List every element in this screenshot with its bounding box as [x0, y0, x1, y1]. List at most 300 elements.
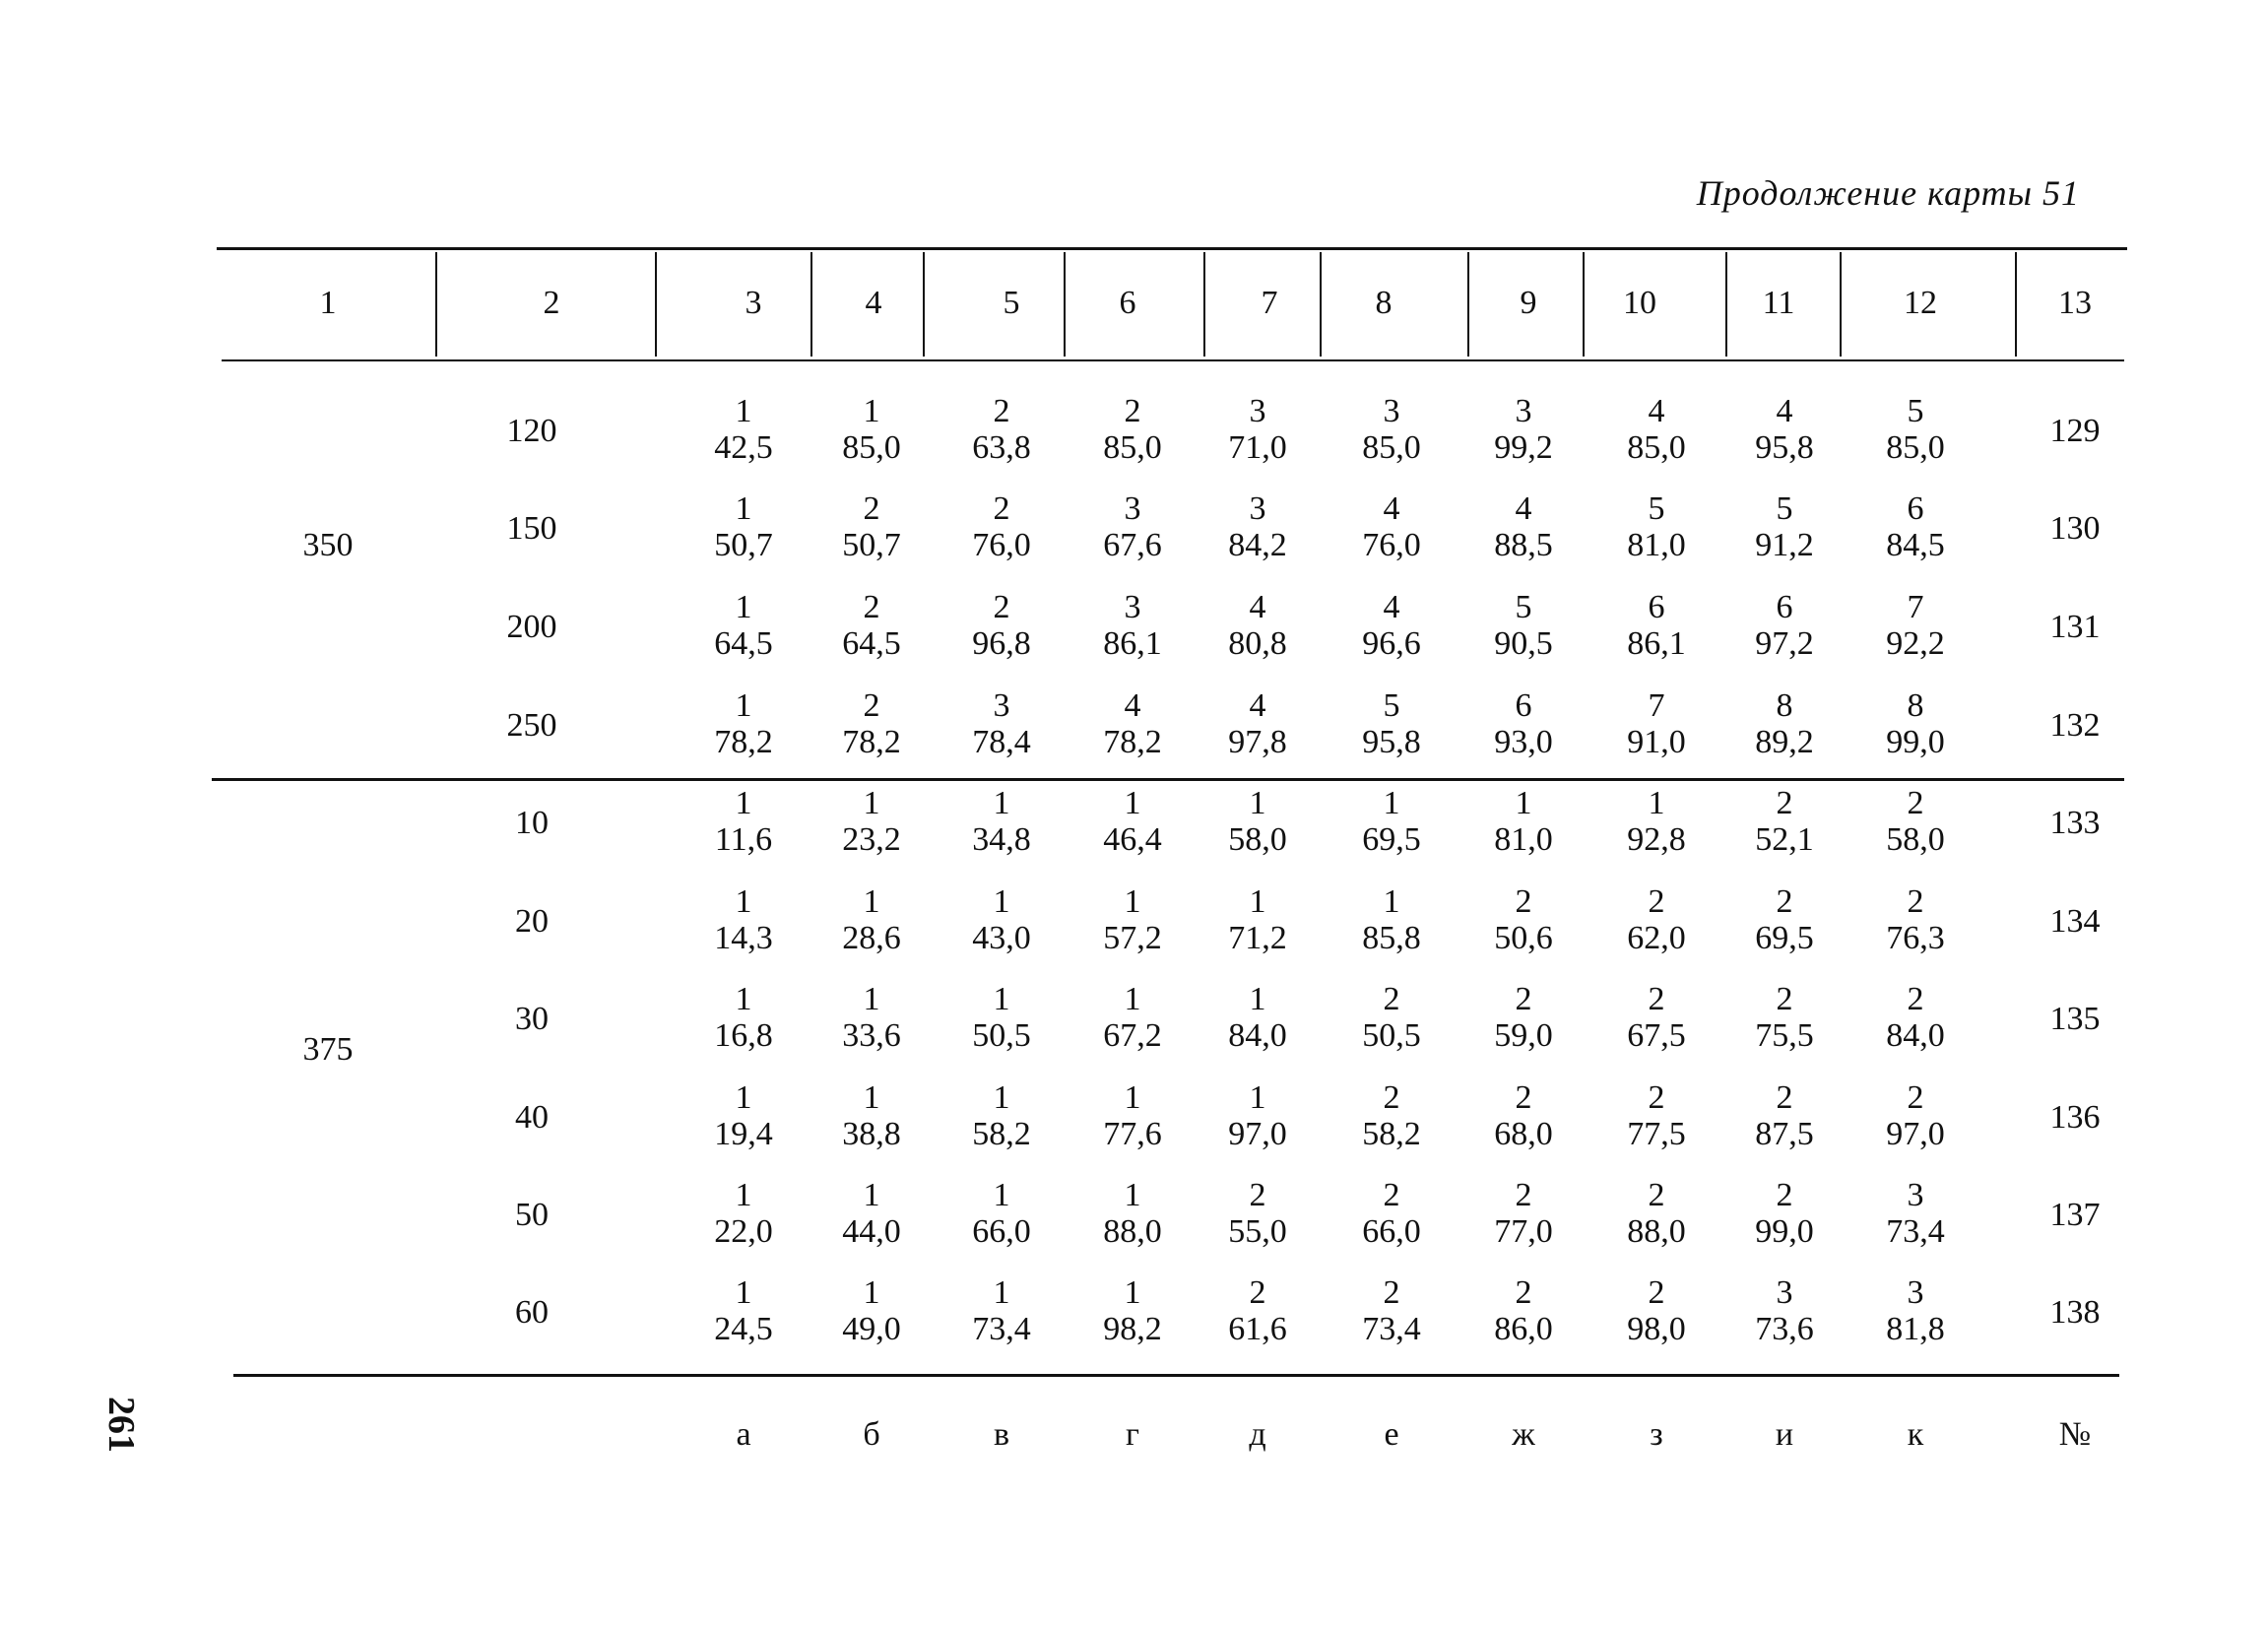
table-bottom-rule	[233, 1374, 2119, 1377]
cell-count: 2	[1776, 1079, 1793, 1116]
table-cell	[817, 1274, 926, 1347]
cell-count: 3	[1515, 393, 1532, 429]
cell-value: 96,8	[972, 625, 1031, 662]
cell-count: 1	[863, 393, 880, 429]
table-cell	[689, 785, 798, 858]
cell-count: 2	[1907, 883, 1924, 920]
cell-value: 50,6	[1494, 920, 1553, 956]
header-divider	[1064, 252, 1066, 357]
header-col-12: 12	[1904, 285, 1937, 321]
header-col-4: 4	[865, 285, 882, 321]
cell-count: 5	[1648, 490, 1665, 527]
cell-count: 4	[1249, 687, 1266, 724]
cell-value: 98,0	[1627, 1311, 1686, 1347]
header-divider	[1203, 252, 1205, 357]
cell-value: 67,6	[1103, 527, 1162, 563]
row-number: 133	[2049, 805, 2101, 841]
table-cell	[1203, 589, 1312, 662]
cell-value: 67,5	[1627, 1017, 1686, 1054]
cell-count: 4	[1383, 589, 1400, 625]
cell-value: 46,4	[1103, 821, 1162, 858]
table-cell	[1203, 1177, 1312, 1250]
cell-count: 3	[1383, 393, 1400, 429]
cell-value: 23,2	[842, 821, 901, 858]
header-col-1: 1	[319, 285, 337, 321]
cell-count: 2	[1515, 981, 1532, 1017]
cell-value: 77,5	[1627, 1116, 1686, 1152]
table-cell	[1337, 1274, 1446, 1347]
cell-count: 2	[1383, 1177, 1400, 1213]
cell-value: 85,8	[1362, 920, 1421, 956]
row-number: 132	[2049, 707, 2101, 744]
cell-value: 97,0	[1886, 1116, 1945, 1152]
table-cell	[1337, 883, 1446, 956]
cell-count: 3	[1249, 393, 1266, 429]
header-col-3: 3	[745, 285, 762, 321]
footer-label: е	[1384, 1416, 1399, 1453]
table-cell	[1602, 1274, 1711, 1347]
table-cell	[1078, 1079, 1187, 1152]
cell-value: 52,1	[1755, 821, 1814, 858]
table-cell	[689, 981, 798, 1054]
table-cell	[1203, 883, 1312, 956]
header-col-7: 7	[1261, 285, 1278, 321]
cell-value: 75,5	[1755, 1017, 1814, 1054]
table-cell	[1861, 883, 1970, 956]
cell-count: 2	[1648, 1177, 1665, 1213]
table-cell	[1730, 883, 1839, 956]
cell-value: 50,5	[972, 1017, 1031, 1054]
cell-value: 91,0	[1627, 724, 1686, 760]
table-cell	[817, 883, 926, 956]
table-cell	[1078, 687, 1187, 760]
cell-count: 1	[863, 981, 880, 1017]
table-cell	[947, 687, 1056, 760]
footer-label: з	[1650, 1416, 1663, 1453]
cell-count: 1	[735, 1177, 752, 1213]
cell-count: 3	[1124, 589, 1141, 625]
cell-count: 1	[1124, 785, 1141, 821]
table-cell	[817, 785, 926, 858]
cell-count: 2	[1383, 981, 1400, 1017]
page-number: 261	[100, 1397, 142, 1453]
table-cell	[1078, 883, 1187, 956]
table-cell	[1469, 393, 1578, 466]
table-cell	[947, 981, 1056, 1054]
header-divider	[1320, 252, 1322, 357]
row-col2-value: 150	[506, 510, 557, 547]
cell-value: 28,6	[842, 920, 901, 956]
table-cell	[1861, 785, 1970, 858]
cell-count: 1	[1249, 981, 1266, 1017]
table-cell	[1861, 589, 1970, 662]
footer-label: к	[1907, 1416, 1924, 1453]
table-cell	[947, 1274, 1056, 1347]
cell-count: 5	[1907, 393, 1924, 429]
cell-value: 38,8	[842, 1116, 901, 1152]
table-cell	[1602, 981, 1711, 1054]
cell-count: 1	[1249, 785, 1266, 821]
cell-value: 49,0	[842, 1311, 901, 1347]
table-cell	[1730, 1177, 1839, 1250]
row-col2-value: 40	[515, 1099, 549, 1136]
cell-value: 88,0	[1627, 1213, 1686, 1250]
header-col-10: 10	[1623, 285, 1656, 321]
cell-value: 84,0	[1228, 1017, 1287, 1054]
cell-count: 1	[735, 981, 752, 1017]
cell-count: 6	[1907, 490, 1924, 527]
header-divider	[810, 252, 812, 357]
table-cell	[689, 1274, 798, 1347]
cell-value: 64,5	[842, 625, 901, 662]
header-col-6: 6	[1119, 285, 1136, 321]
table-cell	[1078, 1177, 1187, 1250]
table-cell	[1078, 785, 1187, 858]
cell-count: 2	[1776, 1177, 1793, 1213]
cell-count: 2	[1515, 1177, 1532, 1213]
cell-count: 2	[1124, 393, 1141, 429]
cell-count: 6	[1776, 589, 1793, 625]
table-cell	[689, 1177, 798, 1250]
table-cell	[1203, 393, 1312, 466]
header-divider	[1583, 252, 1585, 357]
cell-count: 2	[1383, 1079, 1400, 1116]
cell-value: 73,4	[1886, 1213, 1945, 1250]
cell-value: 78,2	[1103, 724, 1162, 760]
cell-value: 62,0	[1627, 920, 1686, 956]
cell-value: 76,0	[1362, 527, 1421, 563]
table-cell	[1730, 687, 1839, 760]
header-divider	[1467, 252, 1469, 357]
cell-count: 1	[735, 1274, 752, 1311]
cell-value: 84,5	[1886, 527, 1945, 563]
cell-count: 2	[863, 687, 880, 724]
cell-count: 2	[1515, 1079, 1532, 1116]
table-cell	[1469, 589, 1578, 662]
table-cell	[817, 589, 926, 662]
table-cell	[1337, 687, 1446, 760]
cell-value: 97,2	[1755, 625, 1814, 662]
table-cell	[1730, 1274, 1839, 1347]
table-cell	[689, 393, 798, 466]
cell-value: 95,8	[1362, 724, 1421, 760]
cell-count: 4	[1648, 393, 1665, 429]
table-cell	[1602, 589, 1711, 662]
table-cell	[1203, 785, 1312, 858]
cell-value: 87,5	[1755, 1116, 1814, 1152]
cell-count: 2	[1907, 981, 1924, 1017]
header-col-9: 9	[1520, 285, 1537, 321]
cell-count: 1	[735, 490, 752, 527]
table-cell	[1078, 490, 1187, 563]
table-cell	[1337, 785, 1446, 858]
cell-count: 2	[1249, 1274, 1266, 1311]
table-cell	[1602, 490, 1711, 563]
table-cell	[1602, 393, 1711, 466]
cell-count: 2	[1249, 1177, 1266, 1213]
cell-count: 4	[1515, 490, 1532, 527]
table-cell	[1337, 981, 1446, 1054]
table-cell	[1861, 393, 1970, 466]
table-cell	[1203, 1079, 1312, 1152]
header-divider	[435, 252, 437, 357]
cell-value: 85,0	[1886, 429, 1945, 466]
cell-value: 78,4	[972, 724, 1031, 760]
table-cell	[1203, 981, 1312, 1054]
cell-count: 2	[993, 393, 1010, 429]
table-cell	[947, 1079, 1056, 1152]
cell-value: 77,0	[1494, 1213, 1553, 1250]
header-bottom-rule	[222, 359, 2124, 361]
table-cell	[1337, 1079, 1446, 1152]
cell-value: 91,2	[1755, 527, 1814, 563]
cell-value: 99,0	[1755, 1213, 1814, 1250]
cell-count: 5	[1515, 589, 1532, 625]
cell-value: 19,4	[714, 1116, 773, 1152]
cell-value: 78,2	[842, 724, 901, 760]
table-cell	[1337, 490, 1446, 563]
cell-value: 50,5	[1362, 1017, 1421, 1054]
table-cell	[689, 687, 798, 760]
cell-value: 58,0	[1886, 821, 1945, 858]
cell-count: 1	[993, 1177, 1010, 1213]
table-cell	[1337, 1177, 1446, 1250]
cell-value: 69,5	[1755, 920, 1814, 956]
cell-value: 76,0	[972, 527, 1031, 563]
cell-count: 8	[1776, 687, 1793, 724]
table-cell	[1730, 981, 1839, 1054]
table-cell	[689, 490, 798, 563]
footer-label: и	[1775, 1416, 1794, 1453]
cell-value: 97,0	[1228, 1116, 1287, 1152]
cell-count: 2	[1907, 785, 1924, 821]
cell-value: 11,6	[714, 821, 773, 858]
row-col2-value: 120	[506, 413, 557, 449]
cell-count: 1	[863, 1079, 880, 1116]
cell-count: 5	[1383, 687, 1400, 724]
row-number: 136	[2049, 1099, 2101, 1136]
table-cell	[947, 883, 1056, 956]
cell-count: 4	[1776, 393, 1793, 429]
cell-count: 2	[993, 490, 1010, 527]
cell-value: 93,0	[1494, 724, 1553, 760]
row-number: 138	[2049, 1294, 2101, 1331]
cell-value: 85,0	[1362, 429, 1421, 466]
cell-count: 1	[993, 785, 1010, 821]
table-cell	[1469, 981, 1578, 1054]
header-col-5: 5	[1003, 285, 1020, 321]
cell-value: 86,0	[1494, 1311, 1553, 1347]
cell-value: 71,0	[1228, 429, 1287, 466]
cell-value: 95,8	[1755, 429, 1814, 466]
cell-value: 67,2	[1103, 1017, 1162, 1054]
cell-count: 1	[735, 589, 752, 625]
cell-count: 1	[993, 1274, 1010, 1311]
cell-count: 2	[1383, 1274, 1400, 1311]
table-cell	[689, 1079, 798, 1152]
table-cell	[1602, 1177, 1711, 1250]
cell-value: 92,2	[1886, 625, 1945, 662]
footer-label: №	[2058, 1416, 2092, 1453]
cell-value: 78,2	[714, 724, 773, 760]
table-cell	[817, 1079, 926, 1152]
table-cell	[1078, 589, 1187, 662]
table-cell	[1861, 1177, 1970, 1250]
cell-value: 16,8	[714, 1017, 773, 1054]
header-col-11: 11	[1762, 285, 1795, 321]
cell-count: 1	[735, 883, 752, 920]
cell-count: 4	[1124, 687, 1141, 724]
cell-value: 86,1	[1627, 625, 1686, 662]
cell-value: 96,6	[1362, 625, 1421, 662]
table-cell	[689, 589, 798, 662]
cell-count: 2	[1776, 883, 1793, 920]
table-cell	[947, 490, 1056, 563]
cell-value: 85,0	[1103, 429, 1162, 466]
footer-label: д	[1249, 1416, 1266, 1453]
cell-value: 76,3	[1886, 920, 1945, 956]
table-cell	[1602, 883, 1711, 956]
cell-value: 69,5	[1362, 821, 1421, 858]
cell-count: 7	[1648, 687, 1665, 724]
table-cell	[1730, 490, 1839, 563]
cell-value: 42,5	[714, 429, 773, 466]
cell-value: 99,2	[1494, 429, 1553, 466]
cell-count: 2	[863, 589, 880, 625]
table-cell	[1861, 490, 1970, 563]
cell-count: 3	[1124, 490, 1141, 527]
table-cell	[1337, 393, 1446, 466]
table-cell	[1861, 687, 1970, 760]
header-divider	[1725, 252, 1727, 357]
cell-count: 1	[1383, 883, 1400, 920]
cell-count: 1	[1383, 785, 1400, 821]
group-value: 375	[302, 1031, 354, 1068]
header-col-8: 8	[1375, 285, 1393, 321]
row-col2-value: 10	[515, 805, 549, 841]
table-cell	[947, 1177, 1056, 1250]
cell-value: 73,6	[1755, 1311, 1814, 1347]
cell-value: 55,0	[1228, 1213, 1287, 1250]
table-cell	[947, 785, 1056, 858]
cell-value: 57,2	[1103, 920, 1162, 956]
cell-count: 2	[1648, 981, 1665, 1017]
cell-count: 2	[1648, 1274, 1665, 1311]
cell-count: 2	[1907, 1079, 1924, 1116]
cell-count: 2	[863, 490, 880, 527]
cell-value: 33,6	[842, 1017, 901, 1054]
cell-count: 1	[735, 687, 752, 724]
table-cell	[817, 981, 926, 1054]
cell-value: 44,0	[842, 1213, 901, 1250]
table-cell	[1730, 1079, 1839, 1152]
row-col2-value: 50	[515, 1197, 549, 1233]
cell-value: 80,8	[1228, 625, 1287, 662]
cell-count: 1	[863, 785, 880, 821]
table-cell	[1730, 393, 1839, 466]
cell-count: 1	[993, 981, 1010, 1017]
row-number: 134	[2049, 903, 2101, 940]
cell-value: 58,2	[1362, 1116, 1421, 1152]
cell-count: 1	[735, 1079, 752, 1116]
cell-value: 50,7	[842, 527, 901, 563]
group-separator-rule	[212, 778, 2124, 781]
cell-value: 63,8	[972, 429, 1031, 466]
cell-count: 3	[1907, 1177, 1924, 1213]
table-cell	[1469, 1177, 1578, 1250]
table-cell	[1203, 490, 1312, 563]
table-cell	[1469, 490, 1578, 563]
header-col-2: 2	[543, 285, 560, 321]
footer-label: в	[993, 1416, 1010, 1453]
table-cell	[1730, 785, 1839, 858]
table-cell	[817, 687, 926, 760]
row-number: 131	[2049, 609, 2101, 645]
cell-value: 43,0	[972, 920, 1031, 956]
row-col2-value: 30	[515, 1001, 549, 1037]
cell-value: 58,2	[972, 1116, 1031, 1152]
cell-value: 81,0	[1627, 527, 1686, 563]
cell-count: 1	[735, 785, 752, 821]
cell-count: 1	[735, 393, 752, 429]
table-cell	[1861, 981, 1970, 1054]
cell-value: 71,2	[1228, 920, 1287, 956]
cell-value: 77,6	[1103, 1116, 1162, 1152]
table-cell	[817, 490, 926, 563]
cell-value: 66,0	[972, 1213, 1031, 1250]
row-number: 137	[2049, 1197, 2101, 1233]
cell-count: 3	[993, 687, 1010, 724]
cell-count: 6	[1515, 687, 1532, 724]
table-cell	[1602, 687, 1711, 760]
table-cell	[1337, 589, 1446, 662]
cell-value: 81,0	[1494, 821, 1553, 858]
cell-value: 89,2	[1755, 724, 1814, 760]
table-cell	[1203, 687, 1312, 760]
cell-count: 1	[1124, 1274, 1141, 1311]
cell-count: 1	[1249, 883, 1266, 920]
cell-count: 2	[1648, 883, 1665, 920]
cell-value: 73,4	[972, 1311, 1031, 1347]
cell-count: 4	[1383, 490, 1400, 527]
cell-value: 99,0	[1886, 724, 1945, 760]
cell-count: 1	[1124, 1079, 1141, 1116]
cell-count: 2	[1515, 1274, 1532, 1311]
table-cell	[947, 589, 1056, 662]
cell-value: 88,0	[1103, 1213, 1162, 1250]
table-cell	[817, 1177, 926, 1250]
table-cell	[817, 393, 926, 466]
table-cell	[1469, 687, 1578, 760]
table-cell	[1861, 1079, 1970, 1152]
table-cell	[1469, 785, 1578, 858]
cell-count: 4	[1249, 589, 1266, 625]
cell-value: 61,6	[1228, 1311, 1287, 1347]
table-cell	[1730, 589, 1839, 662]
cell-value: 34,8	[972, 821, 1031, 858]
cell-value: 68,0	[1494, 1116, 1553, 1152]
table-caption: Продолжение карты 51	[1696, 173, 2080, 213]
cell-count: 1	[993, 883, 1010, 920]
header-divider	[2015, 252, 2017, 357]
cell-count: 3	[1249, 490, 1266, 527]
cell-count: 2	[1776, 981, 1793, 1017]
cell-value: 14,3	[714, 920, 773, 956]
header-top-rule	[217, 247, 2127, 250]
cell-count: 3	[1907, 1274, 1924, 1311]
table-cell	[947, 393, 1056, 466]
cell-count: 1	[863, 1274, 880, 1311]
